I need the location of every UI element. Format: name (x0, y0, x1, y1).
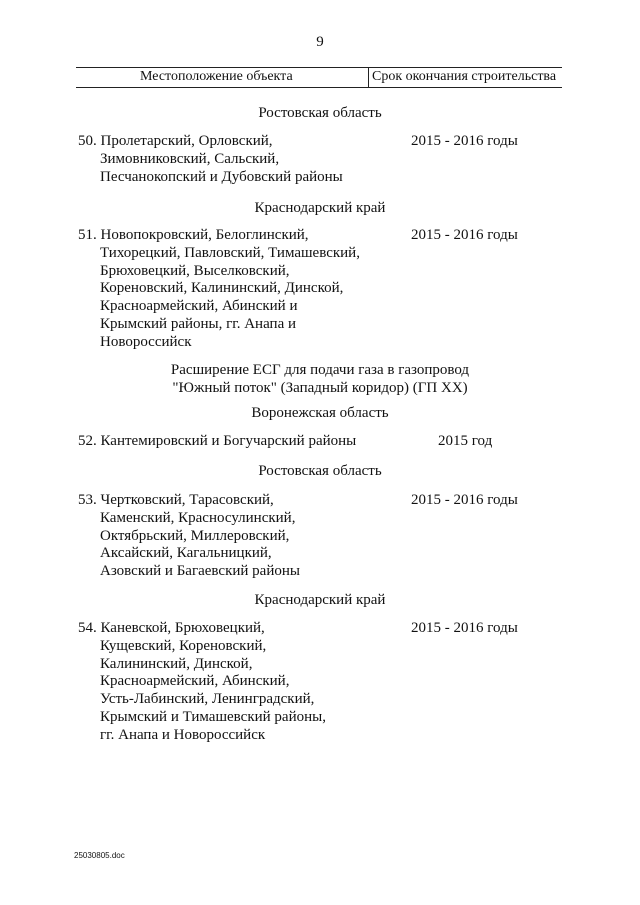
item-line: Красноармейский, Абинский и (100, 298, 298, 315)
item-line: Кущевский, Кореновский, (100, 637, 267, 654)
section-title-line: "Южный поток" (Западный коридор) (ГП XX) (172, 380, 468, 396)
item-line: Тихорецкий, Павловский, Тимашевский, (100, 244, 360, 261)
item-period: 2015 - 2016 годы (411, 620, 518, 636)
item-line: Пролетарский, Орловский, (100, 133, 273, 149)
item-line: Брюховецкий, Выселковский, (100, 262, 290, 279)
item-line: Кантемировский и Богучарский районы (100, 433, 357, 449)
item-period: 2015 год (438, 433, 493, 449)
item-line: Зимовниковский, Сальский, (100, 150, 280, 167)
item-line: Новороссийск (100, 333, 192, 350)
column-header-location: Местоположение объекта (140, 69, 293, 84)
footer-document-code: 25030805.doc (74, 851, 125, 860)
item-number: 50. (78, 133, 97, 149)
item-line: Крымский районы, гг. Анапа и (100, 315, 297, 332)
item-line: Октябрьский, Миллеровский, (100, 527, 290, 544)
item-number: 54. (78, 620, 97, 636)
item-period: 2015 - 2016 годы (411, 492, 518, 508)
region-heading: Краснодарский край (254, 200, 386, 216)
item-number: 53. (78, 492, 97, 508)
item-line: Кореновский, Калининский, Динской, (100, 280, 344, 297)
region-heading: Ростовская область (258, 463, 382, 479)
item-line: Аксайский, Кагальницкий, (100, 545, 272, 562)
item-line: Калининский, Динской, (100, 655, 253, 672)
list-item (78, 227, 360, 352)
list-item (78, 433, 356, 451)
item-line: Крымский и Тимашевский районы, (100, 708, 326, 725)
item-number: 51. (78, 227, 97, 243)
table-header-rule-bottom (76, 87, 562, 88)
table-header-divider (368, 68, 369, 87)
section-title (0, 361, 640, 397)
item-line: Песчанокопский и Дубовский районы (100, 168, 343, 185)
item-line: Новопокровский, Белоглинский, (100, 227, 309, 243)
table-header-rule-top (76, 67, 562, 68)
item-period: 2015 - 2016 годы (411, 227, 518, 243)
region-heading: Ростовская область (258, 105, 382, 121)
page-number: 9 (316, 34, 324, 50)
item-line: Красноармейский, Абинский, (100, 673, 290, 690)
item-line: Каменский, Красносулинский, (100, 509, 296, 526)
item-number: 52. (78, 433, 97, 449)
item-line: Каневской, Брюховецкий, (100, 620, 265, 636)
item-line: Азовский и Багаевский районы (100, 563, 300, 580)
list-item (78, 133, 343, 186)
column-header-term: Срок окончания строительства (372, 69, 557, 84)
list-item (78, 492, 300, 581)
item-line: Чертковский, Тарасовский, (100, 492, 274, 508)
list-item (78, 620, 326, 745)
item-line: Усть-Лабинский, Ленинградский, (100, 691, 315, 708)
region-heading: Воронежская область (251, 405, 389, 421)
section-title-line: Расширение ЕСГ для подачи газа в газопровод (170, 362, 470, 378)
item-period: 2015 - 2016 годы (411, 133, 518, 149)
item-line: гг. Анапа и Новороссийск (100, 726, 266, 743)
region-heading: Краснодарский край (254, 592, 386, 608)
